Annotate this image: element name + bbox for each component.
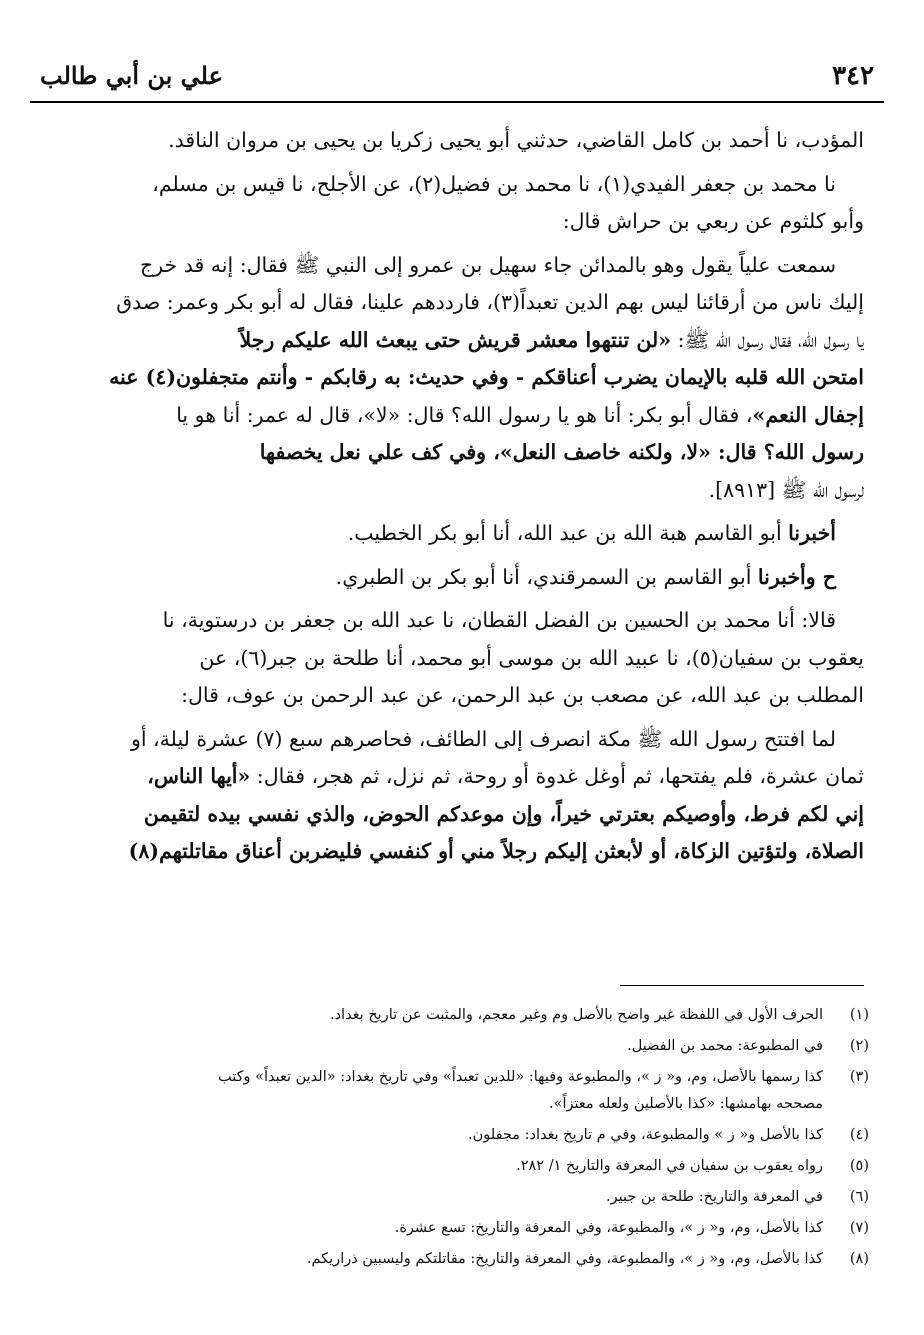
- footnote-text: كذا بالأصل، وم، و« ز »، والمطبوعة، وفي المعرفة والتاريخ: مقاتلتكم وليسبين ذراريكم.: [306, 1251, 823, 1267]
- paragraph: [60, 122, 864, 160]
- footnote: [60, 1031, 869, 1062]
- text-line: امتحن الله قلبه بالإيمان يضرب أعناقكم - وفي حديث: به رقابكم - وأنتم متجفلون(٤) عنه: [109, 365, 864, 389]
- footnote-divider: [620, 985, 864, 986]
- footnote-number: (٥): [849, 1158, 869, 1174]
- text-line: إليك ناس من أرقائنا ليس بهم الدين تعبداً(٣)، فارددهم علينا، فقال له أبو بكر وعمر: صدق: [116, 290, 864, 314]
- text-line: ح وأخبرنا أبو القاسم بن السمرقندي، أنا أبو بكر بن الطبري.: [335, 564, 836, 589]
- footnote-number: (٢): [849, 1038, 869, 1054]
- text-line: قالا: أنا محمد بن الحسين بن الفضل القطان، نا عبد الله بن جعفر بن درستوية، نا: [162, 608, 836, 632]
- footnote-text: الحرف الأول في اللفظة غير واضح بالأصل وم وغير معجم، والمثبت عن تاريخ بغداد.: [329, 1007, 823, 1023]
- text-line: لما افتتح رسول الله ﷺ مكة انصرف إلى الطائف، فحاصرهم سبع (٧) عشرة ليلة، أو: [130, 726, 836, 751]
- footnote-text: في المطبوعة: محمد بن الفضيل.: [627, 1038, 823, 1054]
- main-text: [60, 122, 864, 877]
- text-line: وأبو كلثوم عن ربعي بن حراش قال:: [562, 209, 864, 233]
- paragraph: [60, 559, 864, 597]
- text-line: يعقوب بن سفيان(٥)، نا عبيد الله بن موسى أبو محمد، أنا طلحة بن جبر(٦)، عن: [199, 645, 864, 670]
- footnote-number: (١): [849, 1007, 869, 1023]
- footnote: [60, 1182, 869, 1213]
- paragraph: [60, 515, 864, 553]
- page-number: ٣٤٢: [832, 61, 874, 91]
- text-line: المطلب بن عبد الله، عن مصعب بن عبد الرحمن، عن عبد الرحمن بن عوف، قال:: [181, 683, 864, 707]
- footnotes: [60, 1000, 869, 1275]
- footnote-text: كذا بالأصل، وم، و« ز »، والمطبوعة، وفي المعرفة والتاريخ: تسع عشرة.: [394, 1220, 823, 1236]
- footnote-text: في المعرفة والتاريخ: طلحة بن جبير.: [606, 1189, 823, 1205]
- footnote: [60, 1120, 869, 1151]
- text-line: المؤدب، نا أحمد بن كامل القاضي، حدثني أبو يحيى زكريا بن يحيى بن مروان الناقد.: [168, 128, 864, 152]
- paragraph: [60, 166, 864, 241]
- running-title: علي بن أبي طالب: [40, 61, 223, 90]
- footnote-number: (٨): [849, 1251, 869, 1267]
- text-line: يا رسول الله، فقال رسول الله ﷺ: «لن تنتهوا معشر قريش حتى يبعث الله عليكم رجلاً: [239, 327, 864, 352]
- footnote-text: رواه يعقوب بن سفيان في المعرفة والتاريخ ١/ ٢٨٢.: [516, 1158, 823, 1174]
- text-line: سمعت علياً يقول وهو بالمدائن جاء سهيل بن عمرو إلى النبي ﷺ فقال: إنه قد خرج: [140, 252, 836, 277]
- footnote-number: (٦): [849, 1189, 869, 1205]
- text-line: ثمان عشرة، فلم يفتحها، ثم أوغل غدوة أو روحة، ثم نزل، ثم هجر، فقال: «أيها الناس،: [147, 764, 864, 788]
- footnote: [60, 1151, 869, 1182]
- text-line: لرسول الله ﷺ [٨٩١٣].: [708, 477, 864, 502]
- paragraph: [60, 602, 864, 715]
- text-line: إجفال النعم»، فقال أبو بكر: أنا هو يا رسول الله؟ قال: «لا»، قال له عمر: أنا هو يا: [176, 402, 864, 427]
- footnote-text: كذا بالأصل و« ز » والمطبوعة، وفي م تاريخ بغداد: مجفلون.: [468, 1127, 823, 1143]
- footnote-number: (٤): [849, 1127, 869, 1143]
- footnote: [60, 1000, 869, 1031]
- text-line: الصلاة، ولتؤتين الزكاة، أو لأبعثن إليكم رجلاً مني أو كنفسي فليضربن أعناق مقاتلتهم(٨): [128, 839, 864, 863]
- text-line: رسول الله؟ قال: «لا، ولكنه خاصف النعل»، وفي كف علي نعل يخصفها: [259, 440, 864, 464]
- footnote-text: كذا رسمها بالأصل، وم، و« ز »، والمطبوعة وفيها: «للدين تعبداً» وفي تاريخ بغداد: «الدين تعبداً» وكتب: [217, 1069, 823, 1085]
- footnote-number: (٧): [849, 1220, 869, 1236]
- page-header: [30, 55, 884, 103]
- text-line: أخبرنا أبو القاسم هبة الله بن عبد الله، أنا أبو بكر الخطيب.: [347, 521, 836, 545]
- footnote-number: (٣): [849, 1069, 869, 1085]
- text-line: نا محمد بن جعفر الفيدي(١)، نا محمد بن فضيل(٢)، عن الأجلح، نا قيس بن مسلم،: [152, 171, 836, 196]
- paragraph: [60, 247, 864, 510]
- footnote: [60, 1089, 869, 1120]
- footnote-text: مصححه بهامشها: «كذا بالأصلين ولعله معتزاً».: [548, 1096, 823, 1112]
- footnote: [60, 1244, 869, 1275]
- footnote: [60, 1213, 869, 1244]
- paragraph: [60, 721, 864, 871]
- text-line: إني لكم فرط، وأوصيكم بعترتي خيراً، وإن موعدكم الحوض، والذي نفسي بيده لتقيمن: [143, 801, 864, 826]
